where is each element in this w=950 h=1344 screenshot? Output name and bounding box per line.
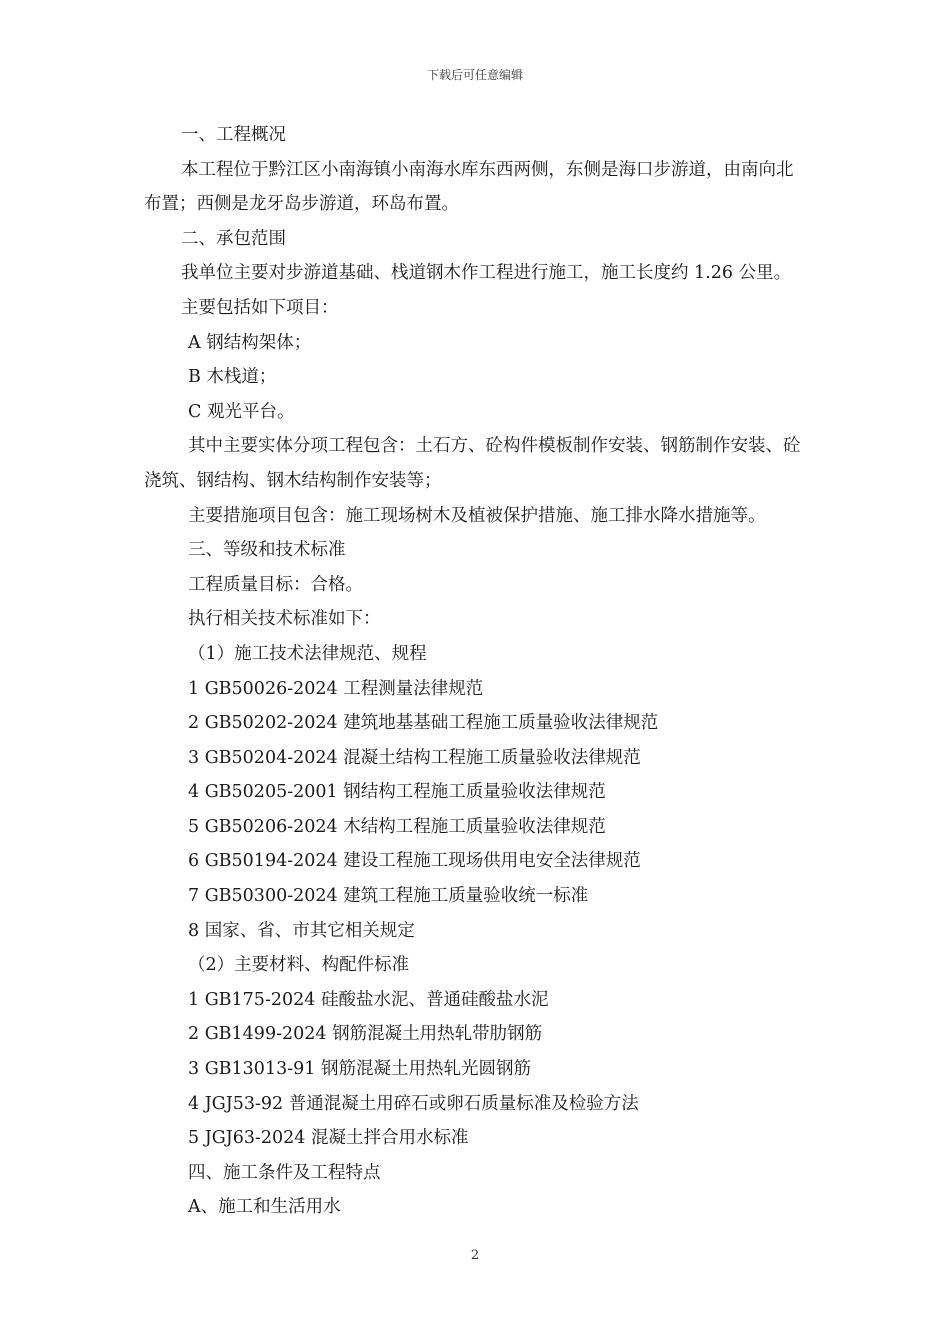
list-item: 3 GB50204-2024 混凝土结构工程施工质量验收法律规范 [188,747,641,768]
list-item: C 观光平台。 [188,401,295,422]
subsection-heading: （2）主要材料、构配件标准 [188,955,410,976]
paragraph-line: 布置；西侧是龙牙岛步游道，环岛布置。 [144,194,459,215]
page-number: 2 [470,1248,480,1263]
paragraph-line: 工程质量目标：合格。 [188,574,363,595]
list-item: 5 GB50206-2024 木结构工程施工质量验收法律规范 [188,816,606,837]
section-heading: 一、工程概况 [181,125,286,145]
list-item: 7 GB50300-2024 建筑工程施工质量验收统一标准 [188,886,589,907]
list-item: 2 GB1499-2024 钢筋混凝土用热轧带肋钢筋 [188,1024,543,1045]
list-item: 4 JGJ53-92 普通混凝土用碎石或卵石质量标准及检验方法 [188,1093,639,1114]
section-heading: 二、承包范围 [181,228,286,249]
list-item: 8 国家、省、市其它相关规定 [188,920,415,941]
paragraph-line: 浇筑、钢结构、钢木结构制作安装等； [144,470,442,491]
paragraph-line: 主要措施项目包含：施工现场树木及植被保护措施、施工排水降水措施等。 [188,505,766,526]
list-item: 5 JGJ63-2024 混凝土拌合用水标准 [188,1128,469,1149]
list-item: 2 GB50202-2024 建筑地基基础工程施工质量验收法律规范 [188,713,659,734]
section-heading: 三、等级和技术标准 [188,540,346,561]
list-item: 1 GB50026-2024 工程测量法律规范 [188,678,484,699]
subsection-heading: （1）施工技术法律规范、规程 [188,643,427,664]
paragraph-line: 本工程位于黔江区小南海镇小南海水库东西两侧，东侧是海口步游道，由南向北 [181,159,794,180]
list-item: B 木栈道； [188,367,277,388]
header-note: 下载后可任意编辑 [426,68,523,82]
paragraph-line: 执行相关技术标准如下： [188,609,381,630]
paragraph-line: 其中主要实体分项工程包含：土石方、砼构件模板制作安装、钢筋制作安装、砼 [188,436,801,457]
paragraph-line: A、施工和生活用水 [188,1197,341,1218]
list-item: 1 GB175-2024 硅酸盐水泥、普通硅酸盐水泥 [188,989,549,1010]
list-item: A 钢结构架体； [188,332,312,353]
paragraph-line: 主要包括如下项目： [181,297,339,318]
paragraph-line: 我单位主要对步游道基础、栈道钢木作工程进行施工，施工长度约 1.26 公里。 [181,263,792,284]
document-body [144,118,866,1225]
section-heading: 四、施工条件及工程特点 [188,1162,381,1183]
list-item: 4 GB50205-2001 钢结构工程施工质量验收法律规范 [188,782,606,803]
list-item: 6 GB50194-2024 建设工程施工现场供用电安全法律规范 [188,851,641,872]
list-item: 3 GB13013-91 钢筋混凝土用热轧光圆钢筋 [188,1059,531,1080]
